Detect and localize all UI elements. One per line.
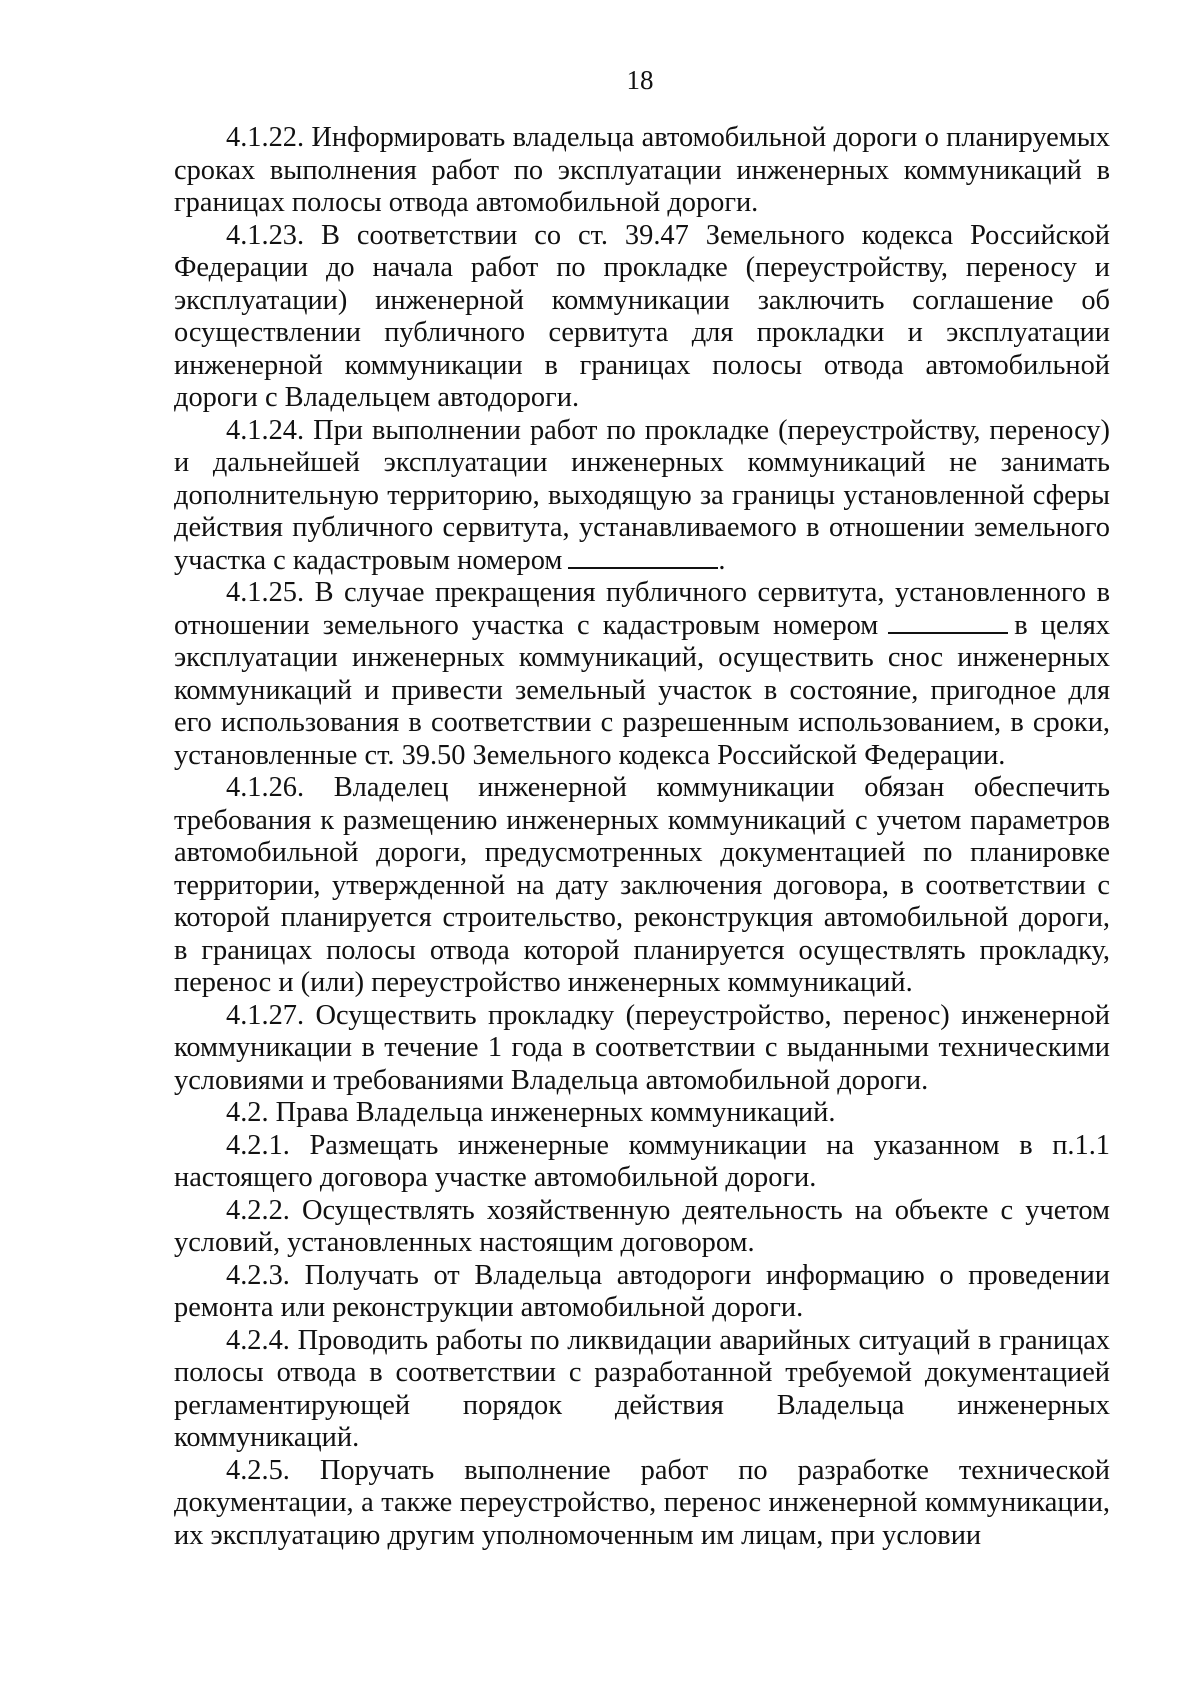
cadastral-number-blank bbox=[568, 545, 718, 569]
paragraph-4-2-1: 4.2.1. Размещать инженерные коммуникации на указанном в п.1.1 настоящего договора участке автомобильной дороги. bbox=[174, 1129, 1110, 1193]
paragraph-4-1-23: 4.1.23. В соответствии со ст. 39.47 Земельного кодекса Российской Федерации до начала работ по прокладке (переустройству, переносу и эксплуатации) инженерной коммуникации заключить соглашение об осуществлении публичного сервитута для прокладки и эксплуатации инженерной коммуникации в границах полосы отвода автомобильной дороги с Владельцем автодороги. bbox=[174, 219, 1110, 413]
paragraph-text: в целях эксплуатации инженерных коммуникаций, осуществить снос инженерных коммуникаций и привести земельный участок в состояние, пригодное для его использования в соответствии с разрешенным использованием, в сроки, установленные ст. 39.50 Земельного кодекса Российской Федерации. bbox=[174, 609, 1110, 771]
document-body bbox=[174, 122, 1110, 1552]
paragraph-4-2-4: 4.2.4. Проводить работы по ликвидации аварийных ситуаций в границах полосы отвода в соответствии с разработанной требуемой документацией регламентирующей порядок действия Владельца инженерных коммуникаций. bbox=[174, 1324, 1110, 1453]
paragraph-text: . bbox=[718, 544, 726, 576]
paragraph-text: 4.1.25. В случае прекращения публичного сервитута, установленного в отношении земельного участка с кадастровым номером bbox=[174, 577, 1110, 641]
cadastral-number-blank bbox=[888, 610, 1008, 634]
paragraph-4-1-22: 4.1.22. Информировать владельца автомобильной дороги о планируемых сроках выполнения работ по эксплуатации инженерных коммуникаций в границах полосы отвода автомобильной дороги. bbox=[174, 122, 1110, 218]
paragraph-4-1-25 bbox=[174, 577, 1110, 772]
paragraph-4-1-26: 4.1.26. Владелец инженерной коммуникации обязан обеспечить требования к размещению инженерных коммуникаций с учетом параметров автомобильной дороги, предусмотренных документацией по планировке территории, утвержденной на дату заключения договора, в соответствии с которой планируется строительство, реконструкция автомобильной дороги, в границах полосы отвода которой планируется осуществлять прокладку, перенос и (или) переустройство инженерных коммуникаций. bbox=[174, 772, 1110, 998]
paragraph-4-1-24 bbox=[174, 415, 1110, 578]
paragraph-text: 4.1.24. При выполнении работ по прокладке (переустройству, переносу) и дальнейшей эксплуатации инженерных коммуникаций не занимать дополнительную территорию, выходящую за границы установленной сферы действия публичного сервитута, устанавливаемого в отношении земельного участка с кадастровым номером bbox=[174, 414, 1110, 576]
paragraph-4-1-27: 4.1.27. Осуществить прокладку (переустройство, перенос) инженерной коммуникации в течение 1 года в соответствии с выданными техническими условиями и требованиями Владельца автомобильной дороги. bbox=[174, 999, 1110, 1096]
paragraph-4-2-2: 4.2.2. Осуществлять хозяйственную деятельность на объекте с учетом условий, установленных настоящим договором. bbox=[174, 1194, 1110, 1258]
section-heading-4-2: 4.2. Права Владельца инженерных коммуникаций. bbox=[226, 1097, 836, 1128]
page-number: 18 bbox=[626, 65, 654, 95]
paragraph-4-2-5: 4.2.5. Поручать выполнение работ по разработке технической документации, а также переустройство, перенос инженерной коммуникации, их эксплуатацию другим уполномоченным им лицам, при условии bbox=[174, 1454, 1110, 1551]
paragraph-4-2-3: 4.2.3. Получать от Владельца автодороги информацию о проведении ремонта или реконструкции автомобильной дороги. bbox=[174, 1259, 1110, 1323]
